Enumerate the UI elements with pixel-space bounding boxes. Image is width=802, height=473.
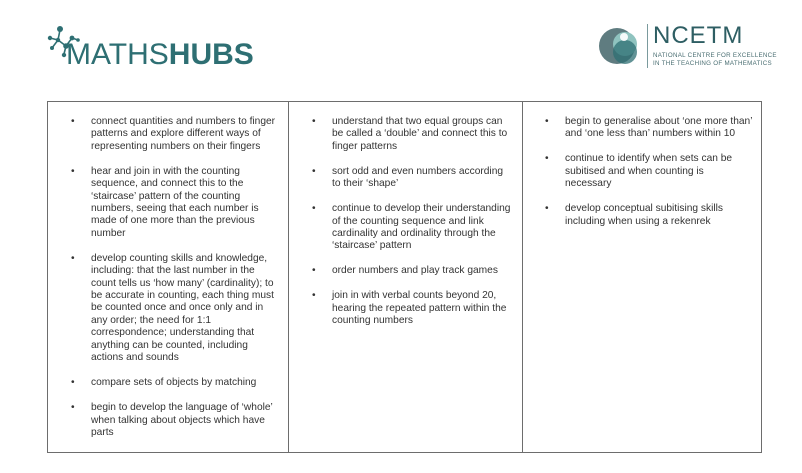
ncetm-logo (597, 22, 777, 70)
bullet-list (289, 102, 522, 328)
ncetm-tagline-1: NATIONAL CENTRE FOR EXCELLENCE (653, 52, 777, 59)
list-item: • order numbers and play track games (332, 265, 514, 277)
list-item: • join in with verbal counts beyond 20, hearing the repeated pattern within the counting numbers (332, 290, 514, 327)
ncetm-divider (647, 24, 648, 68)
list-item: • begin to generalise about ‘one more than’ and ‘one less than’ numbers within 10 (565, 116, 753, 141)
list-item: • understand that two equal groups can be called a ‘double’ and connect this to finger patterns (332, 116, 514, 153)
list-item: • hear and join in with the counting sequence, and connect this to the ‘staircase’ pattern of the counting numbers, seeing that each number is made of one more than the previous number (91, 166, 280, 240)
list-item: • develop counting skills and knowledge, including: that the last number in the count tells us ‘how many’ (cardinality); to be accurate in counting, each thing must be counted once and once only and in any order; the need for 1:1 correspondence; understanding that anything can be counted, including actions and sounds (91, 253, 280, 365)
content-table (47, 101, 762, 453)
ncetm-circles-icon (597, 22, 645, 70)
mathshubs-logo (46, 24, 254, 72)
bullet-list (523, 102, 761, 228)
list-item: • sort odd and even numbers according to their ‘shape’ (332, 166, 514, 191)
list-item: • continue to develop their understanding of the counting sequence and link cardinality and ordinality through the ‘staircase’ pattern (332, 203, 514, 253)
ncetm-wordmark: NCETM (653, 22, 744, 49)
bullet-list (48, 102, 288, 439)
list-item: • compare sets of objects by matching (91, 377, 280, 389)
table-cell-col-1 (48, 102, 289, 453)
list-item: • connect quantities and numbers to finger patterns and explore different ways of representing numbers on their fingers (91, 116, 280, 153)
list-item: • develop conceptual subitising skills including when using a rekenrek (565, 203, 753, 228)
mathshubs-wordmark: MATHSHUBS (66, 38, 254, 71)
table-cell-col-3 (523, 102, 762, 453)
table-row (48, 102, 762, 453)
list-item: • begin to develop the language of ‘whole’ when talking about objects which have parts (91, 402, 280, 439)
ncetm-tagline-2: IN THE TEACHING OF MATHEMATICS (653, 60, 772, 67)
list-item: • continue to identify when sets can be subitised and when counting is necessary (565, 153, 753, 190)
table-cell-col-2 (289, 102, 523, 453)
